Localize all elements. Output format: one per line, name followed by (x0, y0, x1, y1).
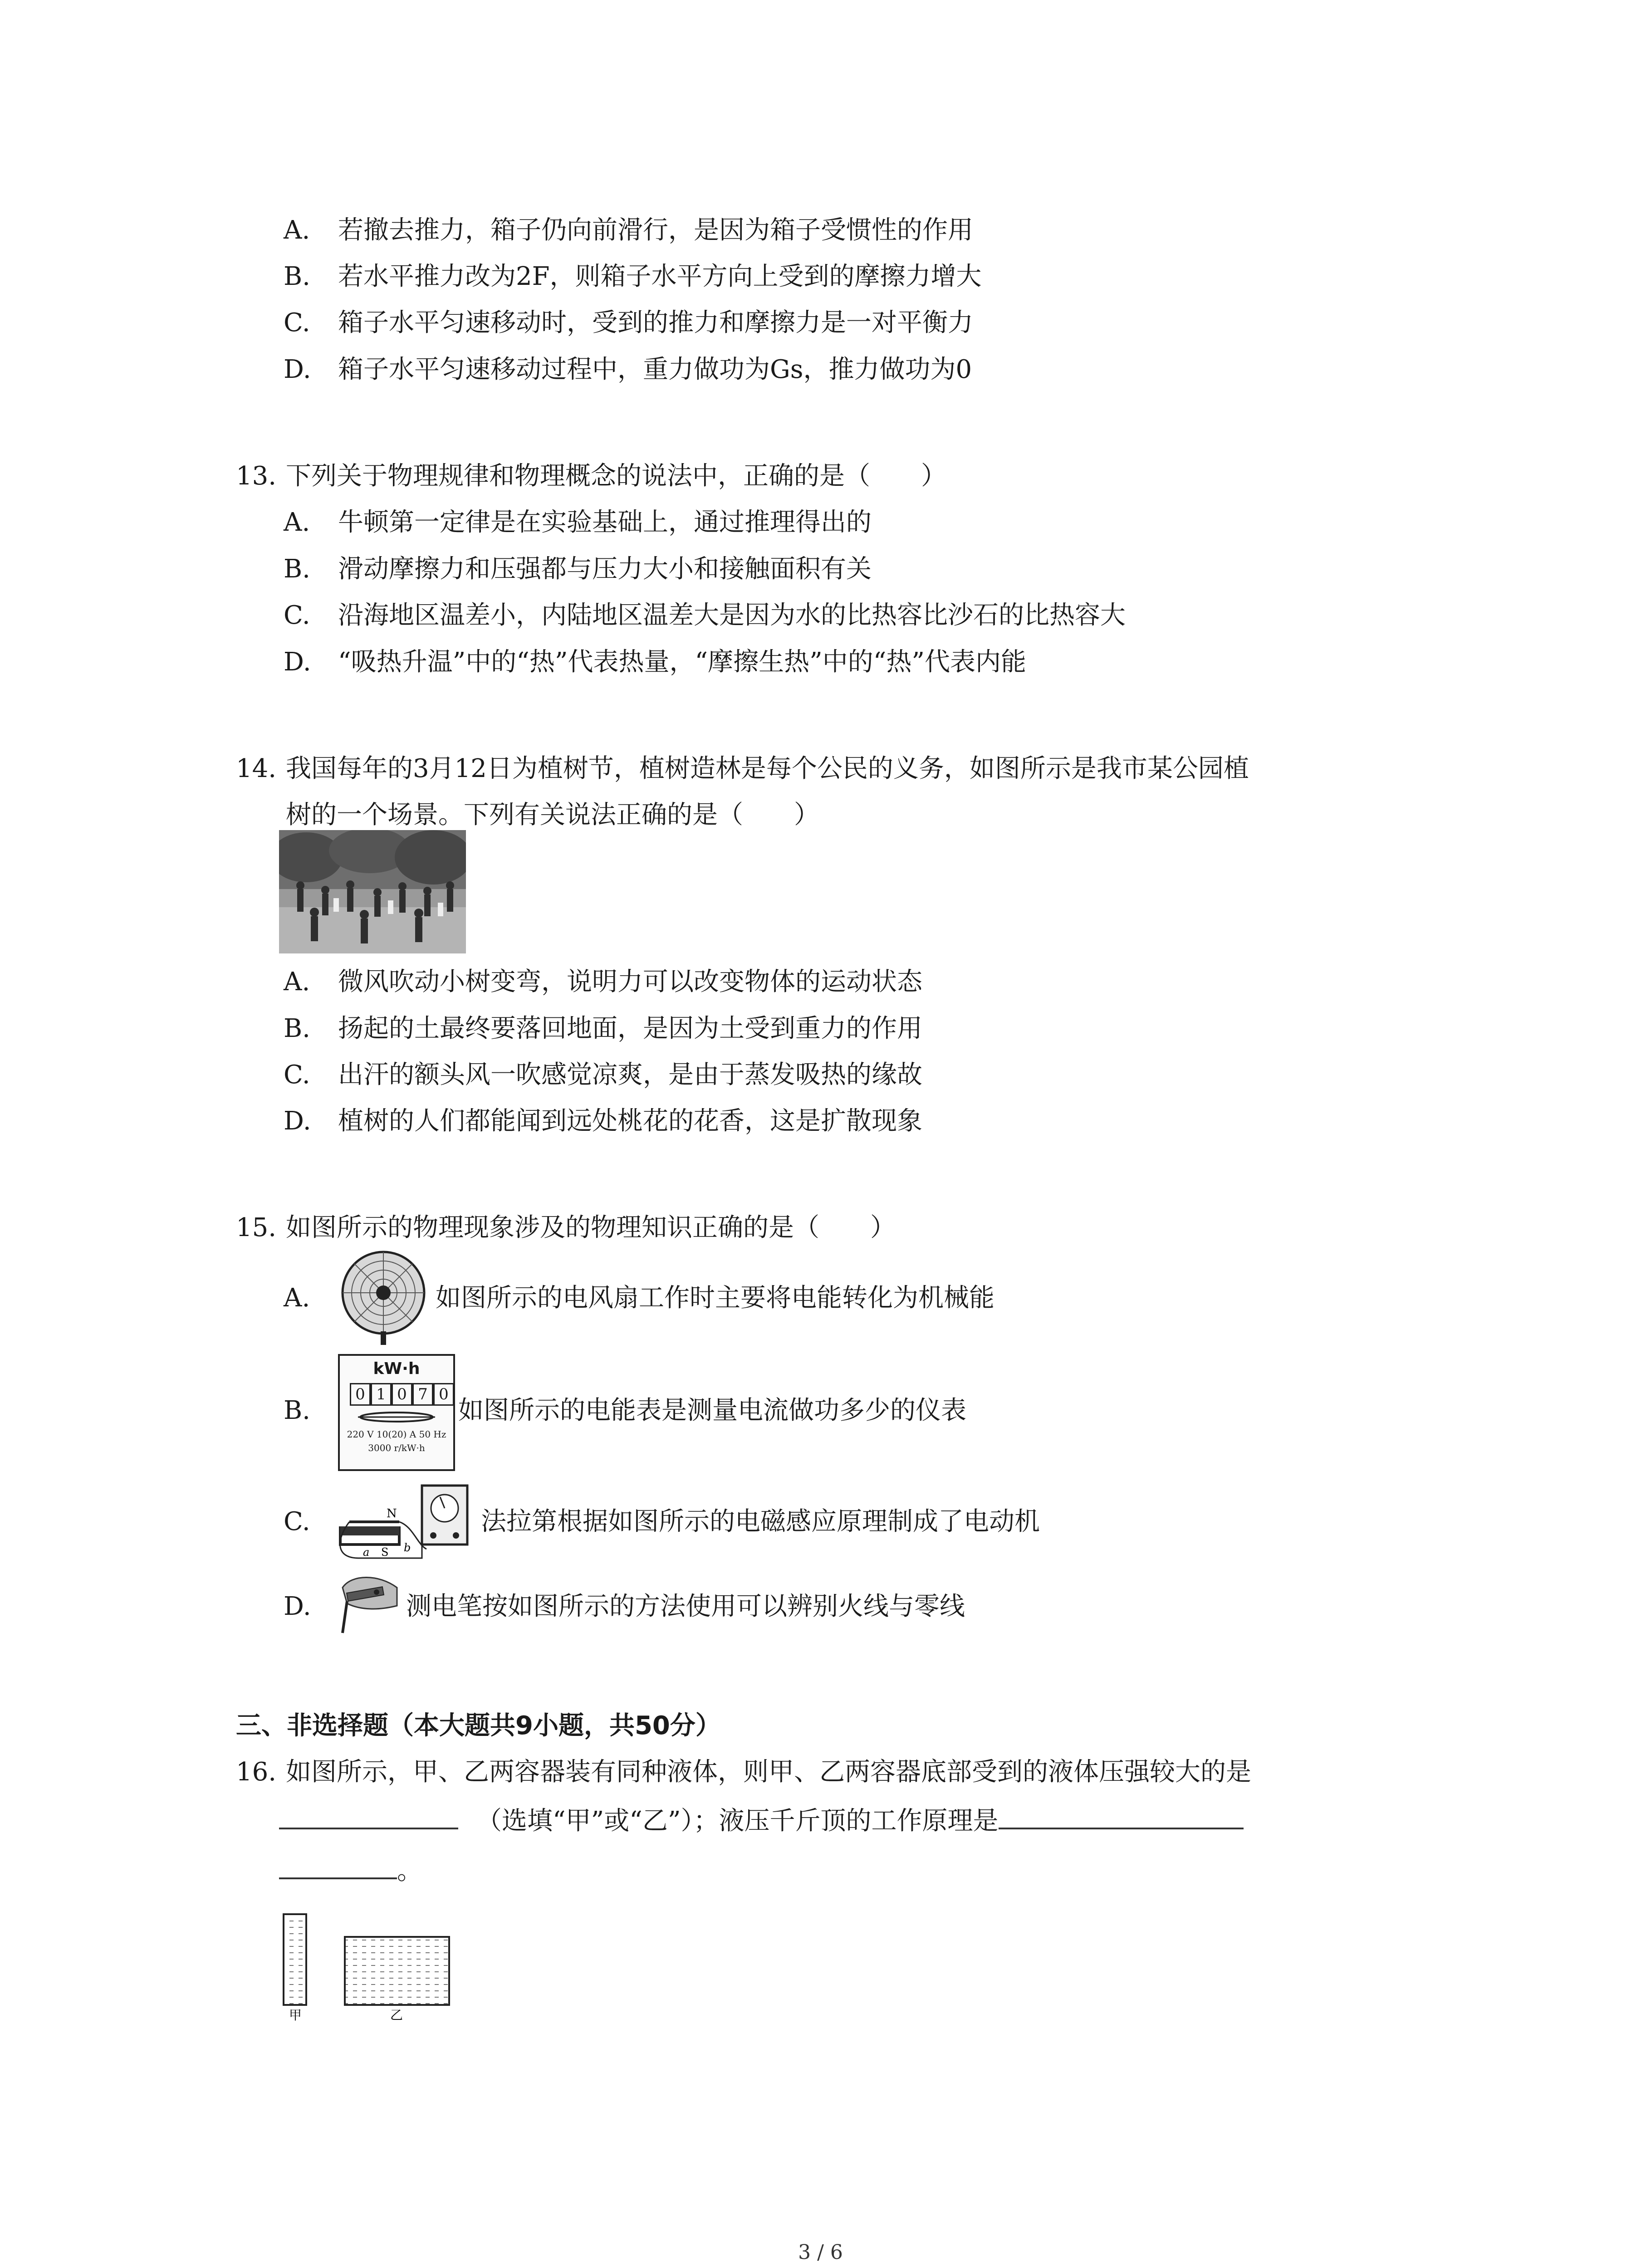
q15-option-c-text: 法拉第根据如图所示的电磁感应原理制成了电动机 (481, 1507, 1040, 1536)
meter-digit: 1 (371, 1383, 392, 1406)
q14-option-a: A. 微风吹动小树变弯，说明力可以改变物体的运动状态 (284, 967, 922, 997)
coil-label-n: N (387, 1507, 397, 1520)
q14-stem-line2: 树的一个场景。下列有关说法正确的是（ ） (286, 800, 819, 830)
electromagnetic-induction-figure (331, 1476, 476, 1567)
meter-digit: 0 (350, 1383, 371, 1406)
meter-spec-2: 3000 r/kW·h (368, 1442, 425, 1453)
electric-meter-figure (338, 1354, 455, 1471)
q13-option-a: A. 牛顿第一定律是在实验基础上，通过推理得出的 (284, 508, 872, 537)
label-jia: 甲 (289, 2008, 302, 2023)
q14-option-d: D. 植树的人们都能闻到远处桃花的花香，这是扩散现象 (284, 1106, 922, 1136)
q15-option-d-text: 测电笔按如图所示的方法使用可以辨别火线与零线 (406, 1592, 965, 1621)
q13-option-d: D. “吸热升温”中的“热”代表热量，“摩擦生热”中的“热”代表内能 (284, 647, 1027, 677)
q12-option-d: D. 箱子水平匀速移动过程中，重力做功为Gs，推力做功为0 (284, 355, 972, 384)
test-pen-figure (333, 1569, 402, 1635)
q15-stem: 15. 如图所示的物理现象涉及的物理知识正确的是（ ） (236, 1213, 896, 1242)
q14-stem-line1: 14. 我国每年的3月12日为植树节，植树造林是每个公民的义务，如图所示是我市某公园植 (236, 754, 1249, 783)
q12-option-b: B. 若水平推力改为2F，则箱子水平方向上受到的摩擦力增大 (284, 262, 982, 291)
page-number: 3 / 6 (798, 2241, 843, 2264)
meter-unit: kW·h (373, 1359, 420, 1378)
answer-blank-2-continued[interactable] (279, 1859, 397, 1879)
tree-planting-photo (279, 830, 466, 953)
answer-blank-1[interactable] (279, 1809, 458, 1829)
meter-digit: 0 (392, 1383, 412, 1406)
q15-option-d-letter: D. (284, 1592, 311, 1621)
q16-line3: 。 (279, 1853, 422, 1889)
q15-option-a-text: 如图所示的电风扇工作时主要将电能转化为机械能 (436, 1283, 994, 1313)
q15-option-b-letter: B. (284, 1396, 310, 1425)
q14-option-c: C. 出汗的额头风一吹感觉凉爽，是由于蒸发吸热的缘故 (284, 1060, 922, 1090)
q14-option-b: B. 扬起的土最终要落回地面，是因为土受到重力的作用 (284, 1014, 922, 1043)
containers-figure (279, 1905, 488, 2023)
meter-disc-icon (353, 1410, 440, 1424)
q12-option-a: A. 若撤去推力，箱子仍向前滑行，是因为箱子受惯性的作用 (284, 215, 973, 245)
q16-line2: （选填“甲”或“乙”）；液压千斤顶的工作原理是 (279, 1803, 1244, 1839)
label-yi: 乙 (390, 2008, 403, 2023)
q13-option-b: B. 滑动摩擦力和压强都与压力大小和接触面积有关 (284, 554, 872, 584)
answer-blank-2[interactable] (999, 1809, 1244, 1829)
meter-digit: 7 (412, 1383, 433, 1406)
coil-label-b: b (404, 1541, 411, 1554)
q15-option-b-text: 如图所示的电能表是测量电流做功多少的仪表 (458, 1396, 966, 1425)
meter-digits (350, 1383, 454, 1406)
q15-option-a-letter: A. (284, 1283, 310, 1313)
electric-fan-figure (333, 1250, 433, 1345)
q16-stem: 16. 如图所示，甲、乙两容器装有同种液体，则甲、乙两容器底部受到的液体压强较大的是 (236, 1757, 1251, 1787)
meter-spec-1: 220 V 10(20) A 50 Hz (347, 1429, 446, 1440)
section-3-title: 三、非选择题（本大题共9小题，共50分） (236, 1711, 721, 1740)
coil-label-a: a (363, 1546, 370, 1559)
meter-digit: 0 (433, 1383, 454, 1406)
q13-stem: 13. 下列关于物理规律和物理概念的说法中，正确的是（ ） (236, 461, 946, 491)
coil-label-s: S (381, 1546, 389, 1559)
q15-option-c-letter: C. (284, 1507, 310, 1536)
q13-option-c: C. 沿海地区温差小，内陆地区温差大是因为水的比热容比沙石的比热容大 (284, 601, 1126, 630)
q12-option-c: C. 箱子水平匀速移动时，受到的推力和摩擦力是一对平衡力 (284, 308, 973, 337)
